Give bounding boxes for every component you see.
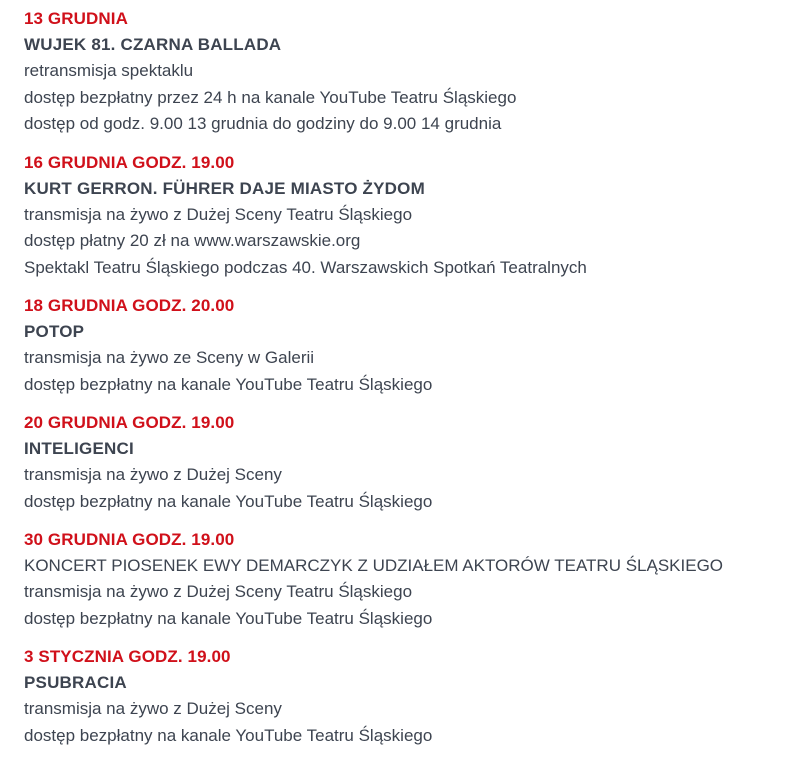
event-date: 13 GRUDNIA (24, 9, 128, 28)
event-detail: transmisja na żywo z Dużej Sceny Teatru Śląskiego (24, 204, 413, 224)
event-title: WUJEK 81. CZARNA BALLADA (24, 35, 282, 54)
event-detail: transmisja na żywo z Dużej Sceny (24, 465, 282, 484)
event-date: 20 GRUDNIA GODZ. 19.00 (24, 413, 235, 432)
event-block (24, 527, 800, 632)
event-date: 18 GRUDNIA GODZ. 20.00 (24, 296, 235, 315)
event-detail: Spektakl Teatru Śląskiego podczas 40. Warszawskich Spotkań Teatralnych (24, 257, 587, 277)
event-detail: dostęp bezpłatny na kanale YouTube Teatru Śląskiego (24, 491, 433, 511)
event-block (24, 644, 800, 749)
event-date: 16 GRUDNIA GODZ. 19.00 (24, 152, 235, 172)
event-detail: transmisja na żywo z Dużej Sceny (24, 699, 282, 718)
event-title: INTELIGENCI (24, 439, 134, 458)
event-title: POTOP (24, 322, 85, 341)
event-date: 30 GRUDNIA GODZ. 19.00 (24, 530, 235, 549)
event-detail: dostęp bezpłatny na kanale YouTube Teatru Śląskiego (24, 725, 433, 745)
event-date: 3 STYCZNIA GODZ. 19.00 (24, 647, 231, 666)
event-detail: dostęp bezpłatny przez 24 h na kanale YouTube Teatru Śląskiego (24, 87, 517, 107)
event-detail: dostęp płatny 20 zł na www.warszawskie.org (24, 231, 361, 250)
event-title: KONCERT PIOSENEK EWY DEMARCZYK Z UDZIAŁEM AKTORÓW TEATRU ŚLĄSKIEGO (24, 556, 724, 575)
event-detail: dostęp bezpłatny na kanale YouTube Teatru Śląskiego (24, 374, 433, 394)
event-title: KURT GERRON. FÜHRER DAJE MIASTO ŻYDOM (24, 178, 425, 198)
event-detail: retransmisja spektaklu (24, 61, 194, 80)
event-detail: transmisja na żywo ze Sceny w Galerii (24, 348, 315, 367)
event-block (24, 6, 800, 138)
event-block (24, 410, 800, 515)
event-title: PSUBRACIA (24, 673, 127, 692)
event-block (24, 150, 800, 282)
event-detail: dostęp od godz. 9.00 13 grudnia do godziny do 9.00 14 grudnia (24, 114, 502, 133)
event-detail: dostęp bezpłatny na kanale YouTube Teatru Śląskiego (24, 608, 433, 628)
event-block (24, 293, 800, 398)
event-detail: transmisja na żywo z Dużej Sceny Teatru Śląskiego (24, 582, 413, 601)
